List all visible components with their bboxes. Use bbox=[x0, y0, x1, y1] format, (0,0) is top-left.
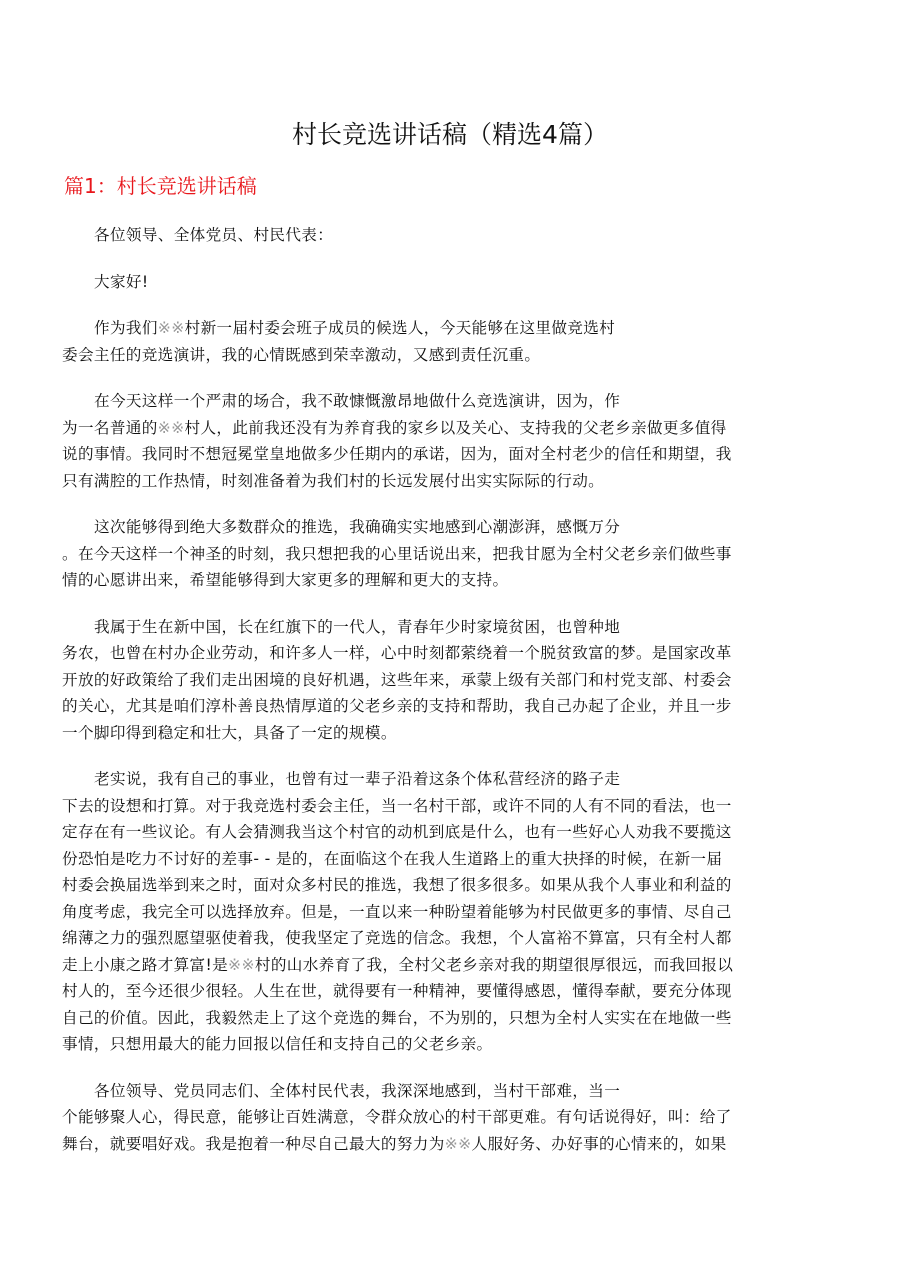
paragraph bbox=[62, 614, 842, 747]
paragraph bbox=[62, 315, 842, 368]
text-line: 在今天这样一个严肃的场合，我不敢慷慨激昂地做什么竞选演讲，因为，作 bbox=[94, 392, 621, 410]
text-line: 自己的价值。因此，我毅然走上了这个竞选的舞台，不为别的，只想为全村人实实在在地做一些 bbox=[62, 1008, 732, 1027]
text-line: 务农，也曾在村办企业劳动，和许多人一样，心中时刻都萦绕着一个脱贫致富的梦。是国家改革 bbox=[62, 644, 732, 662]
text-line: 情的心愿讲出来，希望能够得到大家更多的理解和更大的支持。 bbox=[62, 571, 509, 589]
paragraph bbox=[62, 1078, 842, 1158]
text-line: 舞台，就要唱好戏。我是抱着一种尽自己最大的努力为※※人服好务、办好事的心情来的，如果 bbox=[62, 1134, 727, 1153]
text-line: 一个脚印得到稳定和壮大，具备了一定的规模。 bbox=[62, 723, 397, 742]
placeholder-mark: ※ bbox=[444, 1134, 459, 1153]
paragraph-greeting bbox=[62, 269, 842, 296]
text-line: 老实说，我有自己的事业，也曾有过一辈子沿着这条个体私营经济的路子走 bbox=[94, 770, 621, 788]
placeholder-mark: ※ bbox=[241, 955, 255, 974]
text-line: 开放的好政策给了我们走出困境的良好机遇，这些年来，承蒙上级有关部门和村党支部、村委会 bbox=[62, 670, 732, 689]
document-title: 村长竞选讲话稿（精选4篇） bbox=[292, 120, 608, 149]
text-line: 说的事情。我同时不想冠冕堂皇地做多少任期内的承诺，因为，面对全村老少的信任和期望，我 bbox=[62, 445, 732, 463]
placeholder-mark: ※ bbox=[157, 319, 172, 337]
placeholder-mark: ※ bbox=[458, 1134, 472, 1153]
placeholder-mark: ※ bbox=[157, 418, 172, 437]
text-line: 各位领导、全体党员、村民代表： bbox=[94, 226, 334, 244]
paragraph bbox=[62, 388, 842, 494]
text-line: 各位领导、党员同志们、全体村民代表，我深深地感到，当村干部难，当一 bbox=[94, 1081, 621, 1100]
paragraph bbox=[62, 766, 842, 1058]
placeholder-mark: ※ bbox=[171, 418, 185, 437]
text-line: 角度考虑，我完全可以选择放弃。但是，一直以来一种盼望着能够为村民做更多的事情、尽自己 bbox=[62, 902, 732, 921]
text-line: 下去的设想和打算。对于我竞选村委会主任，当一名村干部，或许不同的人有不同的看法，也一 bbox=[62, 796, 732, 815]
text-line: 村人的，至今还很少很轻。人生在世，就得要有一种精神，要懂得感恩，懂得奉献，要充分体现 bbox=[62, 982, 732, 1000]
section-heading: 篇1：村长竞选讲话稿 bbox=[64, 174, 257, 198]
text-line: 作为我们※※村新一届村委会班子成员的候选人，今天能够在这里做竞选村 bbox=[94, 319, 616, 337]
placeholder-mark: ※ bbox=[171, 319, 185, 337]
text-line: 定存在有一些议论。有人会猜测我当这个村官的动机到底是什么，也有一些好心人劝我不要揽这 bbox=[62, 823, 732, 841]
text-line: 我属于生在新中国，长在红旗下的一代人，青春年少时家境贫困，也曾种地 bbox=[94, 617, 621, 636]
text-line: 这次能够得到绝大多数群众的推选，我确确实实地感到心潮澎湃，感慨万分 bbox=[94, 518, 621, 536]
paragraph bbox=[62, 514, 842, 594]
document-body bbox=[62, 222, 842, 1177]
text-line: 为一名普通的※※村人，此前我还没有为养育我的家乡以及关心、支持我的父老乡亲做更多值得 bbox=[62, 418, 727, 437]
text-line: 份恐怕是吃力不讨好的差事- - 是的，在面临这个在我人生道路上的重大抉择的时候，在新一届 bbox=[62, 849, 723, 868]
text-line: 事情，只想用最大的能力回报以信任和支持自己的父老乡亲。 bbox=[62, 1035, 493, 1053]
text-line: 大家好! bbox=[94, 272, 149, 291]
text-line: 委会主任的竞选演讲，我的心情既感到荣幸激动，又感到责任沉重。 bbox=[62, 345, 541, 364]
text-line: 。在今天这样一个神圣的时刻，我只想把我的心里话说出来，把我甘愿为全村父老乡亲们做些事 bbox=[62, 544, 732, 563]
text-line: 绵薄之力的强烈愿望驱使着我，使我坚定了竞选的信念。我想，个人富裕不算富，只有全村人都 bbox=[62, 929, 732, 947]
placeholder-mark: ※ bbox=[228, 955, 242, 974]
text-line: 村委会换届选举到来之时，面对众多村民的推选，我想了很多很多。如果从我个人事业和利益的 bbox=[62, 876, 732, 894]
text-line: 走上小康之路才算富!是※※村的山水养育了我，全村父老乡亲对我的期望很厚很远，而我回报以 bbox=[62, 955, 734, 974]
paragraph-salutation bbox=[62, 222, 842, 249]
text-line: 的关心，尤其是咱们淳朴善良热情厚道的父老乡亲的支持和帮助，我自己办起了企业，并且一步 bbox=[62, 697, 732, 715]
text-line: 只有满腔的工作热情，时刻准备着为我们村的长远发展付出实实际际的行动。 bbox=[62, 471, 605, 490]
text-line: 个能够聚人心，得民意，能够让百姓满意，令群众放心的村干部更难。有句话说得好，叫：给了 bbox=[62, 1108, 732, 1126]
